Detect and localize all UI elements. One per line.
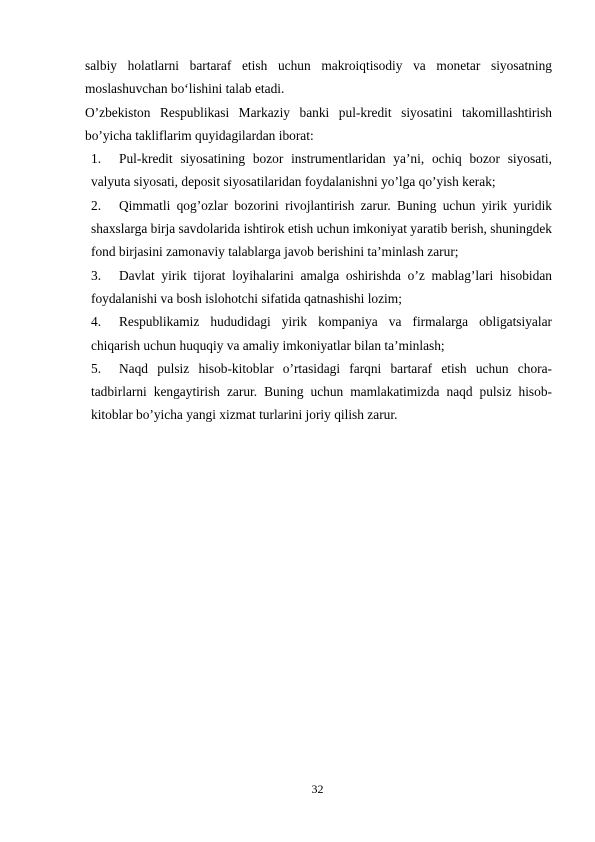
list-item bbox=[85, 357, 552, 427]
proposals-list bbox=[85, 147, 552, 427]
list-item-text: Naqd pulsiz hisob-kitoblar o’rtasidagi farqni bartaraf etish uchun chora-tadbirlarni kengaytirish zarur. Buning uchun mamlakatimizda naqd pulsiz hisob-kitoblar bo’yicha yangi xizmat turlarini joriy qilish zarur. bbox=[91, 360, 552, 423]
list-item-number: 2. bbox=[91, 197, 102, 213]
paragraph-continuation: salbiy holatlarni bartaraf etish uchun makroiqtisodiy va monetar siyosatning moslashuvchan bo‘lishini talab etadi. bbox=[85, 58, 552, 97]
body-text bbox=[85, 54, 552, 427]
list-item-number: 1. bbox=[91, 151, 102, 167]
list-item-number: 5. bbox=[91, 360, 102, 376]
list-item-number: 3. bbox=[91, 267, 102, 283]
list-item bbox=[85, 264, 552, 311]
list-item-number: 4. bbox=[91, 314, 102, 330]
list-item-text: Respublikamiz hududidagi yirik kompaniya va firmalarga obligatsiyalar chiqarish uchun huquqiy va amaliy imkoniyatlar bilan ta’minlash; bbox=[91, 314, 552, 353]
list-item bbox=[85, 194, 552, 264]
list-item-text: Qimmatli qog’ozlar bozorini rivojlantirish zarur. Buning uchun yirik yuridik shaxslarga birja savdolarida ishtirok etish uchun imkoniyat yaratib berish, shuningdek fond birjasini zamonaviy talablarga javob berishini ta’minlash zarur; bbox=[91, 197, 552, 260]
paragraph-intro: O’zbekiston Respublikasi Markaziy banki pul-kredit siyosatini takomillashtirish bo’yicha takliflarim quyidagilardan iborat: bbox=[85, 104, 552, 143]
list-item bbox=[85, 147, 552, 194]
list-item-text: Pul-kredit siyosatining bozor instrumentlaridan ya’ni, ochiq bozor siyosati, valyuta siyosati, deposit siyosatilaridan foydalanishni yo’lga qo’yish kerak; bbox=[91, 151, 552, 190]
page-number: 32 bbox=[311, 782, 324, 796]
list-item bbox=[85, 310, 552, 357]
list-item-text: Davlat yirik tijorat loyihalarini amalga oshirishda o’z mablag’lari hisobidan foydalanishi va bosh islohotchi sifatida qatnashishi lozim; bbox=[91, 267, 552, 306]
